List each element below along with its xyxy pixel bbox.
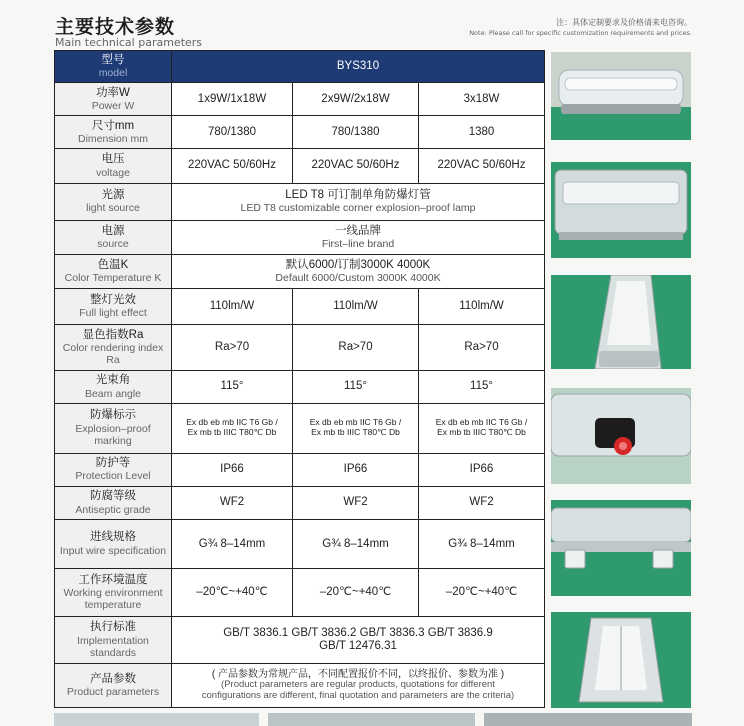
cell: IP66 <box>293 453 419 486</box>
label-dimension: 尺寸mm Dimension mm <box>55 116 172 149</box>
label-product: 产品参数 Product parameters <box>55 663 172 707</box>
bottom-photo-3 <box>484 713 692 726</box>
light-source-value: LED T8 可订制单角防爆灯管 LED T8 customizable corner explosion–proof lamp <box>172 183 545 220</box>
row-beam <box>55 371 545 403</box>
label-explosion: 防爆标示 Explosion–proof marking <box>55 403 172 453</box>
row-color-temp <box>55 254 545 288</box>
cell: Ra>70 <box>293 325 419 371</box>
cell: IP66 <box>172 453 293 486</box>
row-standards <box>55 617 545 663</box>
cell: 220VAC 50/60Hz <box>172 149 293 183</box>
label-model: 型号 model <box>55 51 172 83</box>
cell: 780/1380 <box>172 116 293 149</box>
cell: Ra>70 <box>419 325 545 371</box>
label-color-temp: 色温K Color Temperature K <box>55 254 172 288</box>
cell: 780/1380 <box>293 116 419 149</box>
cell: 1x9W/1x18W <box>172 83 293 116</box>
cell: 220VAC 50/60Hz <box>419 149 545 183</box>
product-photo-5 <box>551 500 691 596</box>
label-antiseptic: 防腐等级 Antiseptic grade <box>55 486 172 519</box>
cell: G¾ 8–14mm <box>293 520 419 569</box>
row-product <box>55 663 545 707</box>
cell: IP66 <box>419 453 545 486</box>
source-value: 一线品牌 First–line brand <box>172 220 545 254</box>
cell: 220VAC 50/60Hz <box>293 149 419 183</box>
label-voltage: 电压 voltage <box>55 149 172 183</box>
row-protection <box>55 453 545 486</box>
cell: Ex db eb mb IIC T6 Gb / Ex mb tb IIIC T80℃ Db <box>419 403 545 453</box>
product-photo-3 <box>551 275 691 369</box>
spec-table <box>54 50 545 708</box>
cell: 115° <box>172 371 293 403</box>
model-value: BYS310 <box>172 51 545 83</box>
cell: Ex db eb mb IIC T6 Gb / Ex mb tb IIIC T80℃ Db <box>293 403 419 453</box>
cell: WF2 <box>419 486 545 519</box>
cell: –20℃~+40℃ <box>419 569 545 617</box>
label-temperature: 工作环境温度 Working environment temperature <box>55 569 172 617</box>
row-antiseptic <box>55 486 545 519</box>
label-standards: 执行标准 Implementation standards <box>55 617 172 663</box>
label-beam: 光束角 Beam angle <box>55 371 172 403</box>
row-temperature <box>55 569 545 617</box>
cell: Ra>70 <box>172 325 293 371</box>
cell: G¾ 8–14mm <box>172 520 293 569</box>
cell: 1380 <box>419 116 545 149</box>
cell: 110lm/W <box>419 289 545 325</box>
page-subtitle: Main technical parameters <box>55 36 203 49</box>
row-luminous <box>55 289 545 325</box>
cell: Ex db eb mb IIC T6 Gb / Ex mb tb IIIC T80℃ Db <box>172 403 293 453</box>
cell: 115° <box>293 371 419 403</box>
color-temp-value: 默认6000/订制3000K 4000K Default 6000/Custom 3000K 4000K <box>172 254 545 288</box>
cell: 3x18W <box>419 83 545 116</box>
label-source: 电源 source <box>55 220 172 254</box>
product-photo-1 <box>551 52 691 140</box>
label-light-source: 光源 light source <box>55 183 172 220</box>
cell: WF2 <box>172 486 293 519</box>
label-luminous: 整灯光效 Full light effect <box>55 289 172 325</box>
bottom-photo-1 <box>54 713 259 726</box>
cell: –20℃~+40℃ <box>293 569 419 617</box>
cell: 110lm/W <box>172 289 293 325</box>
row-dimension <box>55 116 545 149</box>
product-photo-2 <box>551 162 691 258</box>
note-cn: 注：具体定制要求及价格请来电咨询。 <box>556 18 692 27</box>
cell: 110lm/W <box>293 289 419 325</box>
product-photo-6 <box>551 612 691 708</box>
product-photo-4 <box>551 388 691 484</box>
row-explosion <box>55 403 545 453</box>
label-protection: 防护等 Protection Level <box>55 453 172 486</box>
row-light-source <box>55 183 545 220</box>
bottom-photo-2 <box>268 713 475 726</box>
note-en: Note: Please call for specific customization requirements and prices. <box>469 29 692 37</box>
row-cri <box>55 325 545 371</box>
row-model <box>55 51 545 83</box>
cell: 115° <box>419 371 545 403</box>
page-title: 主要技术参数 <box>55 16 176 38</box>
label-wire: 进线规格 Input wire specification <box>55 520 172 569</box>
product-value: ( 产品参数为常规产品，不同配置报价不同，以终报价、参数为准 ) (Product parameters are regular products, quotations for different configurations are different, final quotation and parameters are the criteria) <box>172 663 545 707</box>
cell: –20℃~+40℃ <box>172 569 293 617</box>
cell: G¾ 8–14mm <box>419 520 545 569</box>
label-cri: 显色指数Ra Color rendering index Ra <box>55 325 172 371</box>
row-voltage <box>55 149 545 183</box>
standards-value: GB/T 3836.1 GB/T 3836.2 GB/T 3836.3 GB/T 3836.9 GB/T 12476.31 <box>172 617 545 663</box>
cell: WF2 <box>293 486 419 519</box>
row-wire <box>55 520 545 569</box>
cell: 2x9W/2x18W <box>293 83 419 116</box>
row-source <box>55 220 545 254</box>
label-power: 功率W Power W <box>55 83 172 116</box>
row-power <box>55 83 545 116</box>
